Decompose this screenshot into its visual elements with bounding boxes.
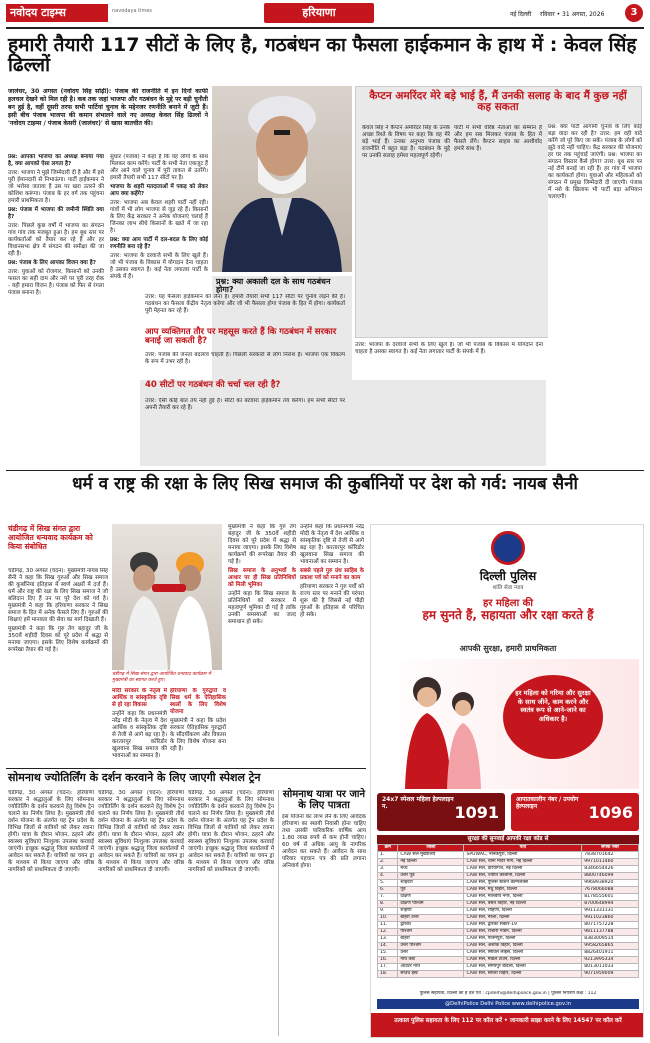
saini-col-2 xyxy=(112,688,167,764)
row-address: CAW सेल, सिविल लाइंस, दिल्ली xyxy=(464,950,582,957)
row-district: नॉर्थ वेस्ट xyxy=(398,957,464,964)
saini-photo-caption: चंडीगढ़ में सिख संगत द्वारा आयोजित धन्यवाद कार्यक्रम में मुख्यमंत्री का स्वागत करते हुए। xyxy=(112,672,211,683)
section-rule-1 xyxy=(6,470,644,471)
lead-a6: उत्तर: भाजपा के दरवाजे सभी के लिए खुले हैं। जो भी पंजाब के विकास में योगदान देना चाहता है उसका स्वागत है। कई नेता लगातार पार्टी के संपर्क में हैं। xyxy=(110,253,208,280)
row-address: CAW सेल, मॉडल टाउन, दिल्ली xyxy=(464,957,582,964)
table-row xyxy=(378,887,639,894)
row-district: उत्तर पश्चिम xyxy=(398,943,464,950)
saini-col-5-text: उन्होंने कहा कि प्रधानमंत्री नरेंद्र मोदी के नेतृत्व में देश आर्थिक व सांस्कृतिक दृष्टि से तेजी से आगे बढ़ रहा है। करतारपुर कॉरिडोर खुलवाना सिख समाज की भावनाओं का सम्मान है। xyxy=(300,524,364,565)
row-number: 10. xyxy=(378,915,398,922)
row-number: 4. xyxy=(378,873,398,880)
helpline-emergency-number: 1096 xyxy=(588,803,633,822)
delhi-police-ad xyxy=(370,524,644,1038)
row-phone[interactable]: 8346654426 xyxy=(582,866,639,873)
lead-right-text: प्रश्न: क्या पार्टी आगामी चुनाव के लिए कोई बड़ा वादा कर रही है? उत्तर: हम वही वादे करेंगे जो पूरे किए जा सकें। पंजाब के लोगों को झूठे वादे नहीं चाहिए। केंद्र सरकार की योजनाएं हर घर तक पहुंचाई जाएंगी। प्रश्न: भाजपा का संगठन विस्तार कैसे होगा? उत्तर: बूथ स्तर पर नई टीमें बनाई जा रही हैं। हर गांव में भाजपा का कार्यकर्ता होगा। युवाओं और महिलाओं को संगठन में प्रमुख जिम्मेदारी दी जाएगी। पंजाब में नशे के खिलाफ भी पार्टी बड़ा अभियान चलाएगी। xyxy=(548,124,642,200)
row-address: CAW सेल, दरियागंज, नई दिल्ली xyxy=(464,866,582,873)
row-district: दक्षिण xyxy=(398,894,464,901)
saini-col-3 xyxy=(170,688,226,764)
table-header-no: क्रम xyxy=(378,845,398,852)
ad-footer-line: पुलिस सहायता, दिल्ली को हैं देश एवं : cpdelhi@delhipolice.gov.in | पुलिस नियंत्रण कक्ष : 112 xyxy=(419,991,597,996)
table-header-phone: संपर्क नंबर xyxy=(582,845,639,852)
table-row xyxy=(378,964,639,971)
table-row xyxy=(378,915,639,922)
row-address: CAW सेल, राजौरी गार्डन, दिल्ली xyxy=(464,929,582,936)
saini-col-1 xyxy=(8,568,108,764)
row-phone[interactable]: 7838701642 xyxy=(582,852,639,859)
row-number: 17. xyxy=(378,964,398,971)
row-district: मध्य xyxy=(398,866,464,873)
saini-sub-2-text: मुख्यमंत्री ने कहा कि प्रदेश सरकार ऐतिहासिक गुरुद्वारों के सौंदर्यीकरण और विकास के लिए विशेष योजना बना रही है। xyxy=(170,718,226,752)
police-emblem-icon xyxy=(491,531,525,565)
edition-label: नई दिल्ली xyxy=(510,11,532,18)
lead-a3: उत्तर: युवाओं को रोजगार, किसानों को उनकी फसल का सही दाम और नशे पर पूरी तरह रोक - यही हमारा विजन है। पंजाब को फिर से रंगला पंजाब बनाना है। xyxy=(8,269,104,296)
lead-a4: सुधार (पंजाब) ने कहा है कि वह लोगों के साथ मिलकर काम करेंगे। पार्टी के सभी नेता एकजुट हैं और आने वाले चुनाव में पूरी ताकत से उतरेंगे। हमारी तैयारी सभी 117 सीटों पर है। xyxy=(110,154,208,181)
saini-col-4-text: मुख्यमंत्री ने कहा कि गुरु तेग बहादुर जी के 350वें शहीदी दिवस को पूरे प्रदेश में श्रद्धा से मनाया जाएगा। इसके लिए विशेष कार्यक्रमों की रूपरेखा तैयार की गई है। xyxy=(228,524,296,565)
lead-q3: प्रश्न: पंजाब के लिए आपका विजन क्या है? xyxy=(8,260,96,266)
row-phone[interactable]: 8071757228 xyxy=(582,922,639,929)
saini-sub-1: मोदी सरकार के नेतृत्व में आर्थिक व सांस्कृतिक दृष्टि से हो रहा विकास xyxy=(112,688,167,708)
lead-q6: प्रश्न: क्या आप पार्टी में दल-बदल के लिए कोई रणनीति बना रहे हैं? xyxy=(110,237,208,250)
lead-q2: प्रश्न: पंजाब में भाजपा की जमीनी स्थिति क्या है? xyxy=(8,207,104,220)
helpline-emergency xyxy=(511,793,639,831)
table-row xyxy=(378,922,639,929)
row-address: CAW सेल, सरिता विहार, दिल्ली xyxy=(464,971,582,978)
row-district: पूर्व xyxy=(398,887,464,894)
alliance-answer: उत्तर: यह फैसला हाईकमान को लेना है। हमारी तैयारी सभी 117 सीटों पर चुनाव लड़ने की है। गठबंधन का फैसला केंद्रीय नेतृत्व करेगा और जो भी फैसला होगा पंजाब के हित में होगा। कार्यकर्ता पूरी मेहनत कर रहे हैं। xyxy=(145,294,345,314)
row-number: 1. xyxy=(378,852,398,859)
row-phone[interactable]: 9213995334 xyxy=(582,957,639,964)
table-row xyxy=(378,971,639,978)
saini-col-4 xyxy=(228,524,296,764)
pull-quote-2: 40 सीटों पर गठबंधन की चर्चा चल रही है? xyxy=(145,380,281,390)
row-phone[interactable]: 8383009514 xyxy=(582,936,639,943)
row-district: बाहरी xyxy=(398,936,464,943)
table-row xyxy=(378,859,639,866)
saini-sub-4-text: हरियाणा सरकार ने गुरु पर्वों को राज्य स्तर पर मनाने की परंपरा शुरू की है जिससे नई पीढ़ी गुरुओं के इतिहास से परिचित हो सके। xyxy=(300,584,364,618)
ad-social: @DelhiPolice Delhi Police www.delhipolice.gov.in xyxy=(377,999,639,1009)
row-phone[interactable]: 8178555601 xyxy=(582,894,639,901)
ad-motto: शांति सेवा न्याय xyxy=(492,585,524,591)
row-number: 3. xyxy=(378,866,398,873)
section-rule-2 xyxy=(6,768,366,769)
row-number: 18. xyxy=(378,971,398,978)
row-address: CAW सेल, मालवीय नगर, दिल्ली xyxy=(464,894,582,901)
table-header-address: पता xyxy=(464,845,582,852)
dhillon-photo xyxy=(212,86,352,272)
table-row xyxy=(378,957,639,964)
row-phone[interactable]: 9911331131 xyxy=(582,908,639,915)
pull-quote-1-text: उत्तर: पंजाब की जनता बदलाव चाहती है। पिछली सरकारों से लोग निराश हैं। भाजपा एक विकल्प के रूप में उभर रही है। xyxy=(145,352,345,365)
lead-a2: उत्तर: पिछले कुछ वर्षों में भाजपा का संगठन गांव गांव तक मजबूत हुआ है। हम बूथ स्तर पर कार्यकर्ताओं को तैयार कर रहे हैं और हर विधानसभा क्षेत्र में संगठन की समीक्षा की जा रही है। xyxy=(8,223,104,257)
ad-bottom-strip: तत्काल पुलिस सहायता के लिए 112 पर कॉल करें • जानकारी साझा करने के लिए 14547 पर कॉल करें xyxy=(371,1013,644,1038)
saini-body: चंडीगढ़, 30 अगस्त (चंदन): मुख्यमंत्री नायब सिंह सैनी ने कहा कि सिख गुरुओं और सिख समाज की कुर्बानियां इतिहास में स्वर्ण अक्षरों में दर्ज हैं। धर्म और राष्ट्र की रक्षा के लिए सिख समाज ने जो बलिदान दिए हैं उन पर पूरे देश को गर्व है। मुख्यमंत्री ने कहा कि हरियाणा सरकार ने सिख समाज के हित में अनेक फैसले लिए हैं। गुरुओं की शिक्षाएं हमें मानवता की सेवा का मार्ग दिखाती हैं। xyxy=(8,568,108,623)
person-portrait-icon xyxy=(212,86,352,272)
ad-rights-box: हर महिला को गरिमा और सुरक्षा के साथ जीने, काम करने और स्वतंत्र रूप से आने-जाने का अधिकार है। xyxy=(503,675,603,759)
row-address: CAW सेल, थाना मंदिर मार्ग, नई दिल्ली xyxy=(464,859,582,866)
table-row xyxy=(378,901,639,908)
row-address: CAW सेल, वसंत विहार, नई दिल्ली xyxy=(464,901,582,908)
row-district: साउथ ईस्ट xyxy=(398,971,464,978)
alliance-question: प्रश्न: क्या अकाली दल के साथ गठबंधन होगा? xyxy=(216,277,331,295)
saini-sub-2: हरियाणा के गुरुद्वारों व सिख धर्म के ऐतिहासिक स्थलों के लिए विशेष योजना xyxy=(170,688,226,715)
row-address: SPUWAC, नानकपुरा, दिल्ली xyxy=(464,852,582,859)
section-tab: हरियाणा xyxy=(264,3,374,23)
row-district: CAW सेल मुख्यालय xyxy=(398,852,464,859)
saini-photo xyxy=(112,524,222,670)
row-district: उत्तर xyxy=(398,950,464,957)
pull-quote-1: आप व्यक्तिगत तौर पर महसूस करते हैं कि गठबंधन में सरकार बनाई जा सकती है? xyxy=(145,327,337,346)
saini-sub-3-text: उन्होंने कहा कि सिख समाज के प्रतिनिधियों को सरकार में महत्वपूर्ण भूमिका दी गई है ताकि उनकी समस्याओं का जल्द समाधान हो सके। xyxy=(228,591,296,625)
lead-q5: भाजपा के शहरी मतदाताओं में पकड़ को लेकर आप क्या कहेंगे? xyxy=(110,184,208,197)
row-number: 11. xyxy=(378,922,398,929)
captain-text-b: पार्टी में सभी वरिष्ठ नेताओं का सम्मान है और हम सब मिलकर पंजाब के हित में फैसले लेंगे। कैप्टन साहब का आशीर्वाद हमारे साथ है। xyxy=(454,125,542,152)
row-district: शाहदरा xyxy=(398,880,464,887)
captain-box-col-1 xyxy=(362,125,450,335)
row-phone[interactable]: 8826401911 xyxy=(582,950,639,957)
page-number: 3 xyxy=(625,4,643,22)
row-district: द्वारका xyxy=(398,922,464,929)
row-district: रोहिणी xyxy=(398,908,464,915)
lead-a5: उत्तर: भाजपा अब केवल शहरी पार्टी नहीं रही। गांवों में भी लोग भाजपा से जुड़ रहे हैं। किसानों के लिए केंद्र सरकार ने अनेक योजनाएं चलाई हैं जिनका लाभ सीधे किसानों के खाते में जा रहा है। xyxy=(110,200,208,234)
captain-text-a: केवल सिंह ने कैप्टन अमरिंदर सिंह के उनके अच्छा रिश्ते के विषय पर कहा कि वह मेरे बड़े भाई हैं। उनका अनुभव पंजाब की राजनीति में बहुत बड़ा है। गठबंधन के मुद्दे पर उनकी सलाह हमेशा महत्वपूर्ण रहेगी। xyxy=(362,125,450,159)
ad-table-wrap xyxy=(377,844,639,988)
ceremony-photo-icon xyxy=(112,524,222,670)
row-number: 14. xyxy=(378,943,398,950)
row-number: 6. xyxy=(378,887,398,894)
row-number: 2. xyxy=(378,859,398,866)
row-phone[interactable]: 9971011460 xyxy=(582,859,639,866)
table-row xyxy=(378,929,639,936)
table-row xyxy=(378,894,639,901)
captain-box-col-2 xyxy=(454,125,542,335)
row-address: CAW सेल, मधु विहार, दिल्ली xyxy=(464,887,582,894)
ad-kicker: हर महिला की xyxy=(483,598,533,609)
row-number: 15. xyxy=(378,950,398,957)
row-address: CAW सेल, रोहिणी, दिल्ली xyxy=(464,908,582,915)
row-address: CAW सेल, पुलिस स्टेशन कॉम्पलेक्स xyxy=(464,880,582,887)
table-row xyxy=(378,950,639,957)
helpline-women xyxy=(377,793,505,831)
saini-col-5 xyxy=(300,524,364,764)
table-row xyxy=(378,866,639,873)
table-row xyxy=(378,873,639,880)
row-number: 16. xyxy=(378,957,398,964)
somnath-side-box xyxy=(278,790,366,1036)
row-address: CAW सेल, पीतमपुरा, दिल्ली xyxy=(464,936,582,943)
lead-col-1 xyxy=(8,154,104,454)
pull-quote-2-text: उत्तर: ऐसी कोई बात तय नहीं हुई है। सीटों का बंटवारा हाईकमान तय करेगा। हम सभी सीटों पर अपनी तैयारी कर रहे हैं। xyxy=(145,398,345,411)
row-phone[interactable]: 9071959009 xyxy=(582,971,639,978)
table-row xyxy=(378,936,639,943)
somnath-side-body: इस योजना का लाभ लेने के लिए आवेदक हरियाणा का स्थायी निवासी होना चाहिए तथा उसकी पारिवारिक वार्षिक आय 1.80 लाख रुपये से कम होनी चाहिए। 60 वर्ष से अधिक आयु के नागरिक आवेदन कर सकते हैं। आवेदन के साथ परिवार पहचान पत्र की प्रति लगाना अनिवार्य होगा। xyxy=(282,814,366,869)
lead-mid-col-text: उत्तर: भाजपा के दरवाजे सभी के लिए खुले हैं। जो भी पंजाब के विकास में योगदान देना चाहता है उसका स्वागत है। कई नेता लगातार पार्टी के संपर्क में हैं। xyxy=(355,342,543,355)
ad-brand: दिल्ली पुलिस xyxy=(479,569,537,583)
helpline-emergency-label: आपातकालीन नंबर / उपयोग हेल्पलाइन xyxy=(516,796,579,810)
somnath-col-2: चंडीगढ़, 30 अगस्त (चंदन): हरियाणा सरकार ने श्रद्धालुओं के लिए सोमनाथ ज्योतिर्लिंग के दर्शन करवाने हेतु विशेष ट्रेन चलाने का निर्णय लिया है। मुख्यमंत्री तीर्थ दर्शन योजना के अंतर्गत यह ट्रेन प्रदेश के विभिन्न जिलों से यात्रियों को लेकर रवाना होगी। यात्रा के दौरान भोजन, ठहरने और स्वास्थ्य सुविधाएं निःशुल्क उपलब्ध करवाई जाएंगी। इच्छुक श्रद्धालु जिला कार्यालयों में आवेदन कर सकते हैं। यात्रियों का चयन ड्रा के माध्यम से किया जाएगा और वरिष्ठ नागरिकों को प्राथमिकता दी जाएगी। xyxy=(98,790,184,873)
masthead-logo: नवोदय टाइम्स xyxy=(6,4,108,22)
row-address: CAW सेल, समयपुर बादली, दिल्ली xyxy=(464,964,582,971)
lead-a1: उत्तर: भाजपा ने मुझे जिम्मेदारी दी है और मैं इसे पूरी ईमानदारी से निभाऊंगा। पार्टी हाईकमान ने जो भरोसा जताया है उस पर खरा उतरने की कोशिश करूंगा। पंजाब के हर वर्ग तक पहुंचना हमारी प्राथमिकता है। xyxy=(8,170,104,204)
table-row xyxy=(378,880,639,887)
table-header-district: जिला xyxy=(398,845,464,852)
saini-sub-1-text: उन्होंने कहा कि प्रधानमंत्री नरेंद्र मोदी के नेतृत्व में देश आर्थिक व सांस्कृतिक दृष्टि से तेजी से आगे बढ़ रहा है। करतारपुर कॉरिडोर खुलवाना सिख समाज की भावनाओं का सम्मान है। xyxy=(112,711,167,759)
row-number: 13. xyxy=(378,936,398,943)
captain-box-title: कैप्टन अमरिंदर मेरे बड़े भाई हैं, मैं उनकी सलाह के बाद मैं कुछ नहीं कह सकता xyxy=(369,90,627,114)
row-number: 12. xyxy=(378,929,398,936)
row-district: बाहरी उत्तर xyxy=(398,915,464,922)
row-phone[interactable]: 9811137788 xyxy=(582,929,639,936)
row-district: दक्षिण पश्चिम xyxy=(398,901,464,908)
row-phone[interactable]: 8013011033 xyxy=(582,964,639,971)
row-phone[interactable]: 8800746099 xyxy=(582,873,639,880)
lead-right-col xyxy=(548,124,642,464)
lead-headline: हमारी तैयारी 117 सीटों के लिए है, गठबंधन का फैसला हाईकमान के हाथ में : केवल सिंह ढिल्लों xyxy=(8,34,637,76)
ad-headline: हम सुनते हैं, सहायता और रक्षा करते हैं xyxy=(422,608,594,622)
helpline-women-label: 24x7 स्पेशल महिला हेल्पलाइन न. xyxy=(382,796,454,810)
saini-sub-4: सबसे पहले गुरु ग्रंथ साहिब के प्रकाश पर्व को मनाने का काम xyxy=(300,568,364,581)
row-address: CAW सेल, द्वारका सेक्टर-19 xyxy=(464,922,582,929)
somnath-col-3: चंडीगढ़, 30 अगस्त (चंदन): हरियाणा सरकार ने श्रद्धालुओं के लिए सोमनाथ ज्योतिर्लिंग के दर्शन करवाने हेतु विशेष ट्रेन चलाने का निर्णय लिया है। मुख्यमंत्री तीर्थ दर्शन योजना के अंतर्गत यह ट्रेन प्रदेश के विभिन्न जिलों से यात्रियों को लेकर रवाना होगी। यात्रा के दौरान भोजन, ठहरने और स्वास्थ्य सुविधाएं निःशुल्क उपलब्ध करवाई जाएंगी। इच्छुक श्रद्धालु जिला कार्यालयों में आवेदन कर सकते हैं। यात्रियों का चयन ड्रा के माध्यम से किया जाएगा और वरिष्ठ नागरिकों को प्राथमिकता दी जाएगी। xyxy=(188,790,274,873)
row-address: CAW सेल, अशोक विहार, दिल्ली xyxy=(464,943,582,950)
row-phone[interactable]: 9958265865 xyxy=(582,943,639,950)
table-body xyxy=(378,852,639,978)
saini-body-2: मुख्यमंत्री ने कहा कि गुरु तेग बहादुर जी के 350वें शहीदी दिवस को पूरे प्रदेश में श्रद्धा से मनाया जाएगा। इसके लिए विशेष कार्यक्रमों की रूपरेखा तैयार की गई है। xyxy=(8,626,108,653)
row-address: CAW सेल, ज्योति कॉलोनी, दिल्ली xyxy=(464,873,582,880)
row-phone[interactable]: 9911023860 xyxy=(582,915,639,922)
helpline-women-number: 1091 xyxy=(454,803,499,822)
row-phone[interactable]: 9968938920 xyxy=(582,880,639,887)
lead-q1: प्रश्न: आपको भाजपा का अध्यक्ष बनाया गया है, क्या आपको ऐसा लगता है? xyxy=(8,154,104,167)
row-number: 9. xyxy=(378,908,398,915)
row-number: 5. xyxy=(378,880,398,887)
top-header xyxy=(0,0,650,32)
row-phone[interactable]: 7678066088 xyxy=(582,887,639,894)
header-rule xyxy=(6,27,644,29)
cell-table xyxy=(377,844,639,978)
row-district: आउटर नॉर्थ xyxy=(398,964,464,971)
table-row xyxy=(378,852,639,859)
lead-mid-col xyxy=(355,342,543,462)
row-district: उत्तर पूर्व xyxy=(398,873,464,880)
row-phone[interactable]: 8700648994 xyxy=(582,901,639,908)
row-number: 7. xyxy=(378,894,398,901)
row-district: नई दिल्ली xyxy=(398,859,464,866)
somnath-col-1: चंडीगढ़, 30 अगस्त (चंदन): हरियाणा सरकार ने श्रद्धालुओं के लिए सोमनाथ ज्योतिर्लिंग के दर्शन करवाने हेतु विशेष ट्रेन चलाने का निर्णय लिया है। मुख्यमंत्री तीर्थ दर्शन योजना के अंतर्गत यह ट्रेन प्रदेश के विभिन्न जिलों से यात्रियों को लेकर रवाना होगी। यात्रा के दौरान भोजन, ठहरने और स्वास्थ्य सुविधाएं निःशुल्क उपलब्ध करवाई जाएंगी। इच्छुक श्रद्धालु जिला कार्यालयों में आवेदन कर सकते हैं। यात्रियों का चयन ड्रा के माध्यम से किया जाएगा और वरिष्ठ नागरिकों को प्राथमिकता दी जाएगी। xyxy=(8,790,94,873)
ad-table-title: सुरक्षा की सुनवाई आपकी रक्षा कोड से xyxy=(377,835,639,844)
somnath-headline: सोमनाथ ज्योतिर्लिंग के दर्शन करवाने के लिए जाएगी स्पेशल ट्रेन xyxy=(8,771,261,784)
row-district: पश्चिम xyxy=(398,929,464,936)
saini-bullet: चंडीगढ़ में सिख संगत द्वारा आयोजित धन्यवाद कार्यक्रम को किया संबोधित xyxy=(8,524,93,551)
ad-sub: आपकी सुरक्षा, हमारी प्राथमिकता xyxy=(459,644,557,653)
table-row xyxy=(378,908,639,915)
dateline: रविवार • 31 अगस्त, 2026 xyxy=(540,11,605,18)
row-number: 8. xyxy=(378,901,398,908)
row-address: CAW सेल, नरेला, दिल्ली xyxy=(464,915,582,922)
saini-headline: धर्म व राष्ट्र की रक्षा के लिए सिख समाज की कुर्बानियों पर देश को गर्व: नायब सैनी xyxy=(72,474,578,494)
masthead-sub: navodaya times xyxy=(112,8,153,14)
table-row xyxy=(378,943,639,950)
lead-intro: जालंधर, 30 अगस्त (नवोदय सिंह सोढ़ी): पंजाब की राजनीति में इन दिनों काफी हलचल देखने को मिल रही है। कब तक जहां भाजपा और गठबंधन के मुद्दे पर बड़ी चुनौती बन हुई है, वहीं दूसरी तरफ सभी पार्टियां चुनाव के मद्देनजर रणनीति बनाने में जुटी हैं। इसी बीच पंजाब भाजपा की कमान संभालने वाले नए अध्यक्ष केवल सिंह ढिल्लों ने 'नवोदय टाइम्स / पंजाब केसरी (जालंधर)' से खास बातचीत की। xyxy=(8,88,208,127)
saini-sub-3: सिख समाज के अनुभवों के आधार पर ही सिख प्रतिनिधियों को मिली भूमिका xyxy=(228,568,296,588)
somnath-side-headline: सोमनाथ यात्रा पर जाने के लिए पात्रता xyxy=(282,789,366,811)
